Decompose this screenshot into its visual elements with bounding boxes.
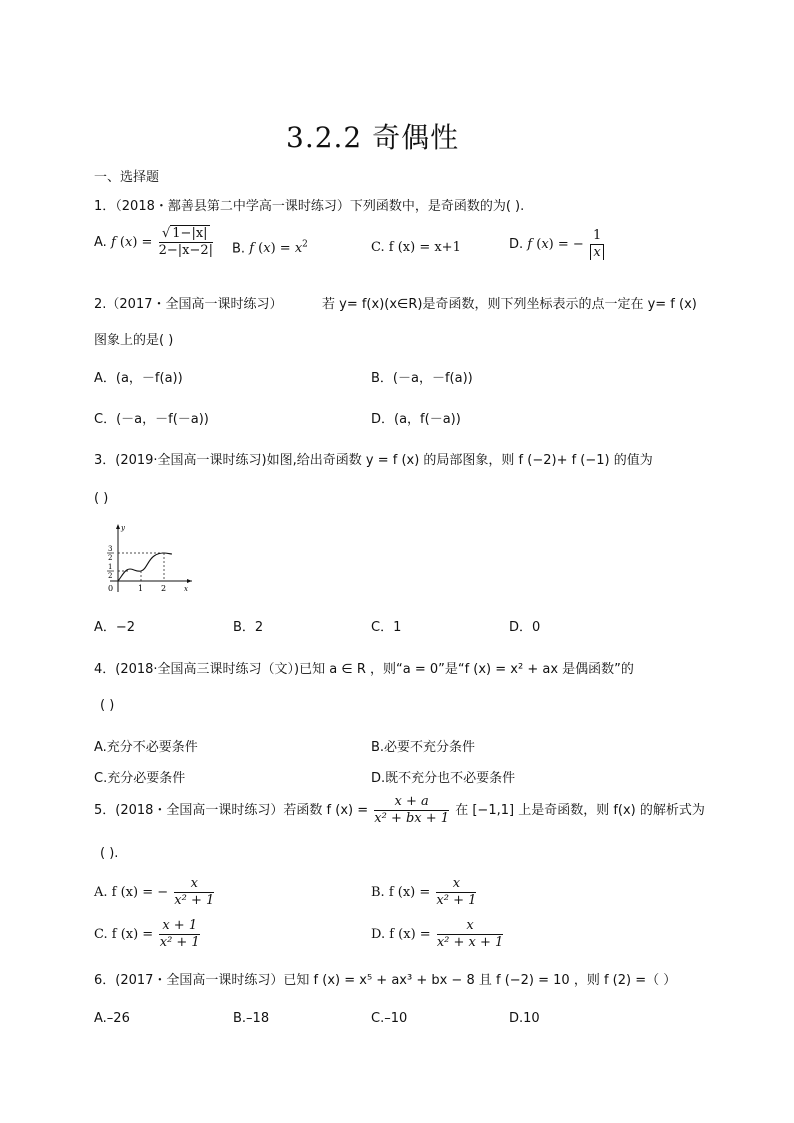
q1-option-a-denominator: 2−|x−2| bbox=[158, 243, 213, 258]
q3-option-d: D．0 bbox=[509, 620, 541, 635]
question-2-stem-cont: 图象上的是( ) bbox=[94, 333, 174, 348]
q5-denominator: x² + bx + 1 bbox=[374, 811, 450, 826]
q1-option-d-fraction: $\frac{1}{x}$ bbox=[590, 228, 604, 261]
q5-numerator: x + a bbox=[374, 794, 449, 811]
q2-option-a: A．(a，－f(a)) bbox=[94, 371, 183, 386]
q5-option-d: D. f (x) = $\frac{x}{\text{x² + x + 1}}$ bbox=[371, 918, 504, 950]
q3-function-graph bbox=[100, 520, 200, 598]
svg-text:2: 2 bbox=[108, 572, 113, 580]
q1-option-b: B. f $(x) = x^2$ bbox=[232, 240, 308, 257]
q5-option-c-label: C. f (x) = bbox=[94, 927, 154, 942]
question-2-stem: 若 y= f(x)(x∈R)是奇函数，则下列坐标表示的点一定在 y= f (x) bbox=[322, 297, 697, 312]
question-4-stem: 4．(2018·全国高三课时练习（文）)已知 a ∈ R ，则“a = 0”是“f (x) = x² + ax 是偶函数”的 bbox=[94, 662, 634, 677]
q1-option-c bbox=[371, 240, 461, 255]
q3-y-tick-one-half bbox=[107, 563, 114, 580]
q4-option-c: C.充分必要条件 bbox=[94, 771, 186, 786]
q5-option-a-label: A. f (x) = − bbox=[94, 885, 169, 900]
q1-option-a-label: A. bbox=[94, 235, 107, 250]
question-3-stem: 3．(2019·全国高一课时练习)如图,给出奇函数 y = f (x) 的局部图象，则 f (−2)+ f (−1) 的值为 bbox=[94, 453, 653, 468]
q3-origin-label: 0 bbox=[108, 584, 114, 593]
q5-option-b-label: B. f (x) = bbox=[371, 885, 431, 900]
q5-stem-prefix: 5．(2018・全国高一课时练习）若函数 f (x) = bbox=[94, 803, 369, 818]
q3-x-tick-1: 1 bbox=[138, 584, 144, 593]
q1-option-d: D. f (x) = − $\frac{1}{x}$ bbox=[509, 228, 606, 261]
question-1-stem: 1．（2018・鄯善县第二中学高一课时练习）下列函数中，是奇函数的为( ). bbox=[94, 199, 525, 214]
q2-option-b: B．(－a，－f(a)) bbox=[371, 371, 473, 386]
q5-option-c: C. f (x) = $\frac{x + 1}{\text{x² + 1}}$ bbox=[94, 918, 200, 950]
q3-option-c: C．1 bbox=[371, 620, 402, 635]
q1-option-c-expr: f (x) = x+1 bbox=[388, 240, 461, 255]
svg-text:3: 3 bbox=[108, 545, 113, 553]
q1-option-a-numerator: √ 1−|x| bbox=[159, 226, 213, 243]
svg-text:2: 2 bbox=[108, 554, 113, 562]
page-title: 3.2.2 奇偶性 bbox=[286, 121, 460, 154]
q6-option-d: D.10 bbox=[509, 1011, 540, 1026]
q2-option-c: C．(－a，－f(－a)) bbox=[94, 412, 209, 427]
q3-x-axis-arrow bbox=[187, 579, 192, 583]
q6-option-c: C.–10 bbox=[371, 1011, 408, 1026]
q4-option-d: D.既不充分也不必要条件 bbox=[371, 771, 516, 786]
question-3-answer-paren: ( ) bbox=[94, 491, 109, 506]
q6-option-a: A.–26 bbox=[94, 1011, 130, 1026]
q3-y-tick-three-halves bbox=[107, 545, 114, 562]
q5-stem-suffix: 在 [−1,1] 上是奇函数，则 f(x) 的解析式为 bbox=[455, 803, 705, 818]
svg-text:1: 1 bbox=[108, 563, 113, 571]
q1-option-d-label: D. bbox=[509, 237, 524, 252]
question-5-answer-paren: ( ). bbox=[100, 846, 119, 861]
q6-option-b: B.–18 bbox=[233, 1011, 270, 1026]
q1-option-a: A. f (x) = $\frac{√ 1-|x|}{2-|x-2|}$ bbox=[94, 226, 213, 258]
question-5-stem bbox=[94, 794, 705, 827]
q5-option-b: B. f (x) = $\frac{x}{\text{x² + 1}}$ bbox=[371, 876, 477, 908]
q3-y-label: y bbox=[121, 524, 125, 532]
question-4-answer-paren: ( ) bbox=[100, 698, 115, 713]
q4-option-b: B.必要不充分条件 bbox=[371, 740, 476, 755]
question-2-source: 2.（2017・全国高一课时练习） bbox=[94, 297, 283, 312]
q5-option-a: A. f (x) = − $\frac{x}{\text{x² + 1}}$ bbox=[94, 876, 215, 908]
section-heading: 一、选择题 bbox=[94, 170, 160, 185]
q3-option-a: A．−2 bbox=[94, 620, 136, 635]
q2-option-d: D．(a，f(－a)) bbox=[371, 412, 461, 427]
q3-y-axis-arrow bbox=[116, 524, 120, 529]
q1-option-b-label: B. bbox=[232, 241, 246, 257]
q1-option-c-label: C. bbox=[371, 240, 385, 255]
q3-x-tick-2: 2 bbox=[161, 584, 167, 593]
q1-option-a-fraction bbox=[159, 226, 213, 259]
q3-x-label: x bbox=[184, 585, 188, 593]
q5-option-d-label: D. f (x) = bbox=[371, 927, 431, 942]
q4-option-a: A.充分不必要条件 bbox=[94, 740, 198, 755]
question-6-stem: 6．(2017・全国高一课时练习）已知 f (x) = x⁵ + ax³ + bx − 8 且 f (−2) = 10 ，则 f (2) =（ ） bbox=[94, 973, 677, 988]
q5-function-fraction bbox=[374, 794, 449, 827]
q3-option-b: B．2 bbox=[233, 620, 264, 635]
